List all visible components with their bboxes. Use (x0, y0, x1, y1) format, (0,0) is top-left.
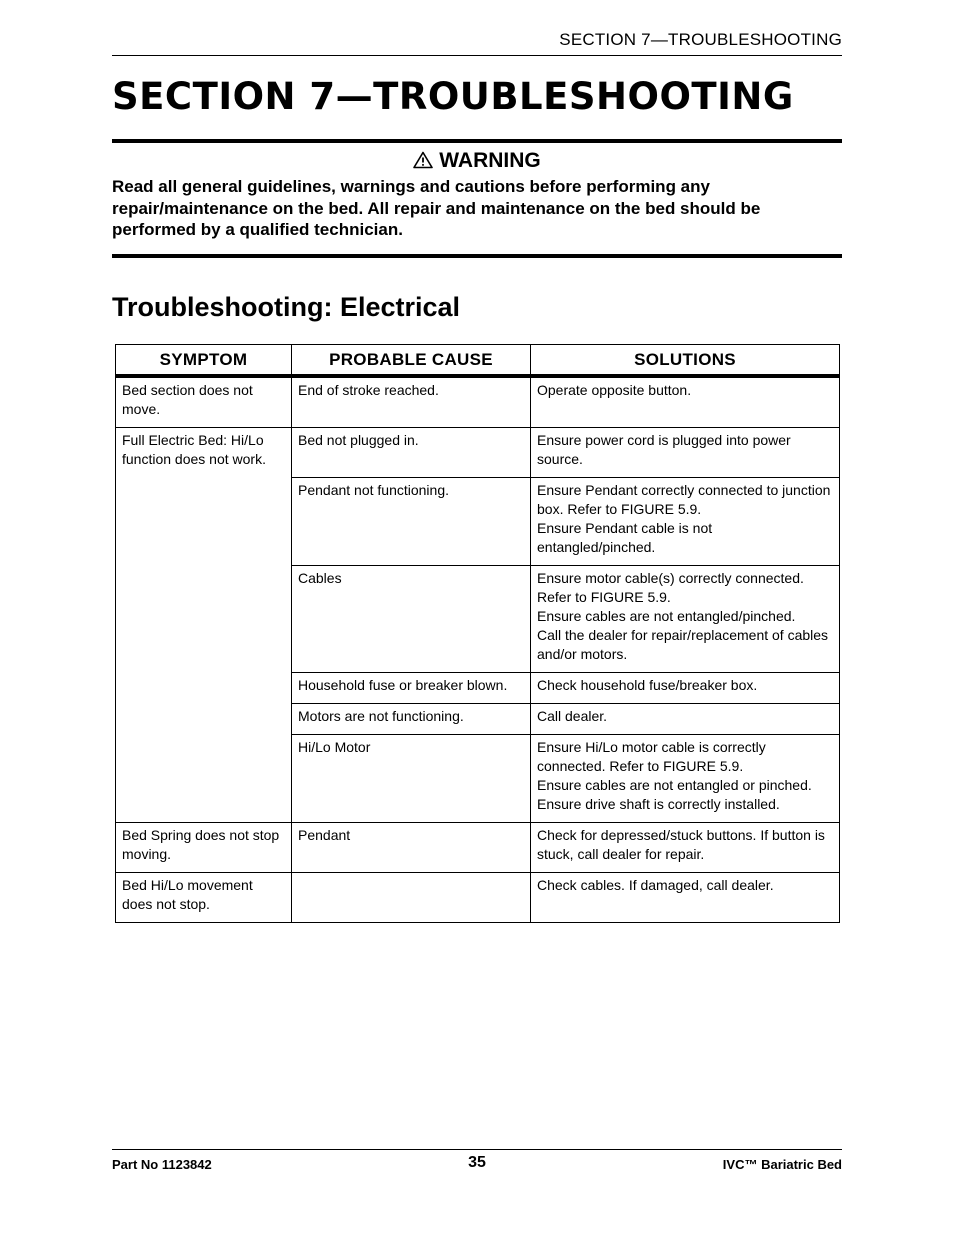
solution-line: Check for depressed/stuck buttons. If button is stuck, call dealer for repair. (537, 827, 825, 862)
table-row (116, 428, 840, 478)
solution-line: Check cables. If damaged, call dealer. (537, 877, 774, 893)
cause-cell: Pendant not functioning. (292, 478, 531, 566)
page-title: SECTION 7—TROUBLESHOOTING (112, 75, 794, 118)
solutions-cell (531, 566, 840, 673)
warning-top-rule (112, 139, 842, 143)
warning-title (112, 148, 842, 176)
solutions-cell (531, 428, 840, 478)
table-row (116, 873, 840, 923)
solution-line: Ensure motor cable(s) correctly connected. Refer to FIGURE 5.9. (537, 570, 804, 605)
solution-line: Ensure Pendant correctly connected to junction box. Refer to FIGURE 5.9. (537, 482, 831, 517)
cause-cell: End of stroke reached. (292, 376, 531, 428)
table-row (116, 376, 840, 428)
warning-bottom-rule (112, 254, 842, 258)
cause-cell (292, 873, 531, 923)
solution-line: Operate opposite button. (537, 382, 692, 398)
solutions-cell (531, 704, 840, 735)
column-header-symptom: SYMPTOM (116, 345, 292, 377)
table-header-row (116, 345, 840, 377)
column-header-solutions: SOLUTIONS (531, 345, 840, 377)
column-header-cause: PROBABLE CAUSE (292, 345, 531, 377)
warning-triangle-icon (413, 150, 433, 176)
cause-cell: Pendant (292, 823, 531, 873)
solution-line: Ensure cables are not entangled or pinched. (537, 777, 812, 793)
cause-cell: Bed not plugged in. (292, 428, 531, 478)
warning-text: Read all general guidelines, warnings and cautions before performing any repair/maintenance on the bed. All repair and maintenance on the bed should be performed by a qualified technician. (112, 177, 761, 239)
footer-part-number: Part No 1123842 (112, 1157, 212, 1172)
footer-product-name: IVC™ Bariatric Bed (722, 1157, 842, 1172)
solutions-cell (531, 873, 840, 923)
footer-page-number: 35 (468, 1154, 486, 1171)
solution-line: Call dealer. (537, 708, 608, 724)
troubleshooting-table (115, 344, 840, 923)
solutions-cell (531, 673, 840, 704)
solutions-cell (531, 478, 840, 566)
cause-cell: Cables (292, 566, 531, 673)
symptom-cell: Bed Hi/Lo movement does not stop. (116, 873, 292, 923)
footer-rule (112, 1149, 842, 1150)
solution-line: Check household fuse/breaker box. (537, 677, 758, 693)
symptom-cell: Bed section does not move. (116, 376, 292, 428)
running-header: SECTION 7—TROUBLESHOOTING (559, 30, 842, 49)
symptom-cell: Full Electric Bed: Hi/Lo function does not work. (116, 428, 292, 823)
solution-line: Ensure Hi/Lo motor cable is correctly connected. Refer to FIGURE 5.9. (537, 739, 766, 774)
solutions-cell (531, 376, 840, 428)
cause-cell: Household fuse or breaker blown. (292, 673, 531, 704)
symptom-cell: Bed Spring does not stop moving. (116, 823, 292, 873)
cause-cell: Motors are not functioning. (292, 704, 531, 735)
solutions-cell (531, 735, 840, 823)
solution-line: Ensure cables are not entangled/pinched. (537, 608, 796, 624)
solution-line: Call the dealer for repair/replacement of cables and/or motors. (537, 627, 829, 662)
solution-line: Ensure drive shaft is correctly installed. (537, 796, 780, 812)
table-row (116, 823, 840, 873)
header-rule (112, 55, 842, 56)
cause-cell: Hi/Lo Motor (292, 735, 531, 823)
warning-label: WARNING (439, 149, 541, 172)
solution-line: Ensure power cord is plugged into power source. (537, 432, 791, 467)
solution-line: Ensure Pendant cable is not entangled/pinched. (537, 520, 713, 555)
section-heading: Troubleshooting: Electrical (112, 292, 461, 322)
solutions-cell (531, 823, 840, 873)
